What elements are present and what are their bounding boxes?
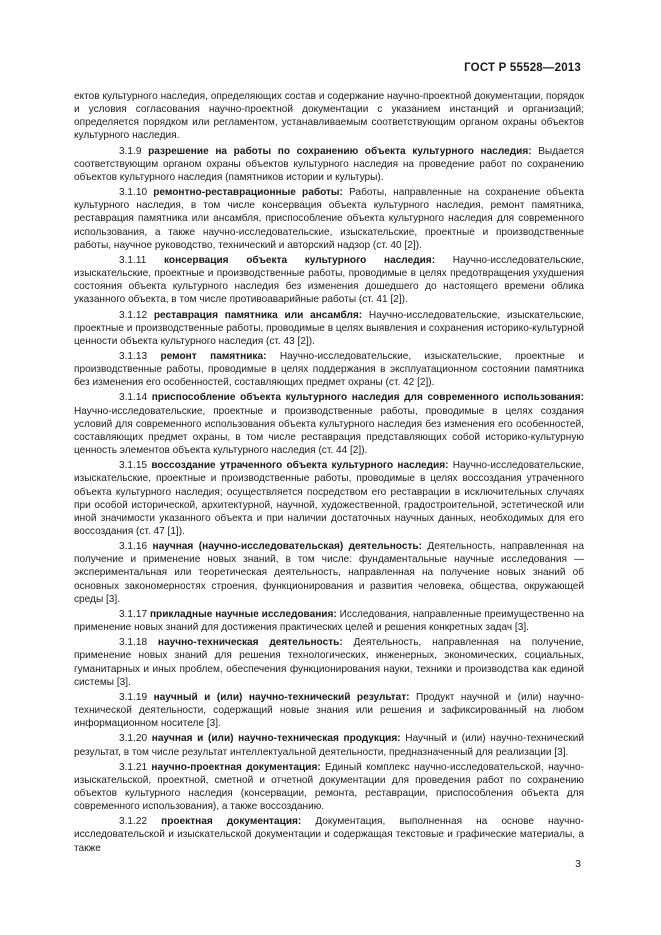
definition-3-1-20: [74, 732, 584, 758]
item-number: 3.1.13: [119, 350, 148, 362]
item-number: 3.1.9: [119, 145, 142, 157]
item-number: 3.1.14: [119, 392, 148, 404]
definition-text: Выдается соответствующим органом охраны объектов культурного наследия на проведение работ по сохранению объектов культурного наследия (памятников истории и культуры).: [74, 145, 584, 183]
item-number: 3.1.21: [119, 761, 148, 773]
item-number: 3.1.16: [119, 541, 148, 553]
definition-term: разрешение на работы по сохранению объекта культурного наследия:: [148, 145, 532, 157]
document-body: [74, 90, 584, 857]
definition-3-1-12: [74, 309, 584, 348]
definition-3-1-11: [74, 254, 584, 307]
definition-3-1-15: [74, 459, 584, 538]
page-number: 3: [575, 858, 581, 870]
definition-term: воссоздание утраченного объекта культурного наследия:: [151, 460, 449, 472]
item-number: 3.1.22: [119, 816, 148, 828]
definition-text: Научно-исследовательские, изыскательские, проектные и производственные работы, проводимые в целях поддержания в эксплуатационном состоянии памятника без изменения его особенностей, составляющих предмет охраны (ст. 42 [2]).: [74, 350, 584, 389]
definition-3-1-18: [74, 636, 584, 689]
definition-text: Исследования, направленные преимущественно на применение новых знаний для достижения практических целей и решения конкретных задач [3].: [74, 608, 584, 634]
definition-text: Документация, выполненная на основе научно-исследовательской и изыскательской документации и содержащая текстовые и графические материалы, а также: [74, 816, 584, 854]
definition-3-1-14: [74, 391, 584, 457]
definition-term: прикладные научные исследования:: [149, 608, 337, 620]
standard-header: ГОСТ Р 55528—2013: [464, 62, 581, 74]
definition-text: Научно-исследовательские, проектные и производственные работы, проводимые в целях создания условий для современного использования объекта культурного наследия без изменения его особенностей, составляющих предмет охраны, в том числе реставрация представляющих собой историко-культурную ценность элементов объекта культурного наследия (ст. 44 [2]).: [74, 405, 584, 457]
item-number: 3.1.11: [119, 254, 147, 266]
item-number: 3.1.20: [119, 733, 148, 745]
definition-3-1-9: [74, 145, 584, 184]
definition-text: Научно-исследовательские, изыскательские, проектные и производственные работы, проводимые в целях выявления и сохранения историко-культурной ценности объекта культурного наследия (ст. 43 [2]).: [74, 309, 584, 347]
item-number: 3.1.12: [119, 309, 148, 321]
definition-term: ремонтно-реставрационные работы:: [153, 187, 343, 199]
definition-term: научно-проектная документация:: [151, 761, 321, 773]
definition-3-1-17: [74, 608, 584, 634]
definition-term: научная (научно-исследовательская) деятельность:: [152, 541, 422, 553]
definition-text: Научно-исследовательские, изыскательские, проектные и производственные работы, проводимые в целях предотвращения ухудшения состояния объекта культурного наследия без изменения дошедшего до настоящего времени облика указанного объекта, в том числе противоаварийные работы (ст. 41 [2]).: [74, 254, 584, 306]
intro-paragraph: ектов культурного наследия, определяющих состав и содержание научно-проектной документации, порядок и условия согласования научно-проектной документации с указанием инстанций и организаций; определяется порядком или регламентом, устанавливаемым соответствующим органом охраны объектов культурного наследия.: [74, 91, 584, 142]
item-number: 3.1.10: [119, 187, 148, 199]
definition-term: научно-техническая деятельность:: [157, 637, 343, 649]
definition-term: ремонт памятника:: [160, 350, 267, 362]
definition-text: Работы, направленные на сохранение объекта культурного наследия, в том числе консервация объекта культурного наследия, ремонт памятника, реставрация памятника или ансамбля, приспособление объекта культурного наследия для современного использования, а также научно-исследовательские, изыскательские, проектные и производственные работы, научное руководство, технический и авторский надзор (ст. 40 [2]).: [74, 187, 584, 251]
definition-term: консервация объекта культурного наследия:: [164, 254, 436, 266]
definition-text: Деятельность, направленная на получение, применение новых знаний для решения технологических, инженерных, экономических, социальных, гуманитарных и иных проблем, обеспечения функционирования науки, техники и производства как единой системы [3].: [74, 637, 584, 688]
definition-3-1-22: [74, 815, 584, 854]
definition-term: проектная документация:: [161, 816, 302, 828]
item-number: 3.1.19: [119, 691, 148, 703]
definition-text: Научный и (или) научно-технический результат, в том числе результат интеллектуальной деятельности, предназначенный для реализации [3].: [74, 733, 584, 758]
definition-term: приспособление объекта культурного наследия для современного использования:: [151, 392, 584, 404]
item-number: 3.1.17: [119, 608, 148, 620]
item-number: 3.1.18: [119, 637, 148, 649]
definition-3-1-13: [74, 350, 584, 389]
definition-text: Деятельность, направленная на получение и применение новых знаний, в том числе: фундаментальные научные исследования — экспериментальная или теоретическая деятельность, направленная на получение новых знаний об основных закономерностях строения, функционирования и развития человека, общества, окружающей среды [3].: [74, 541, 584, 605]
definition-text: Продукт научной и (или) научно-технической деятельности, содержащий новые знания или решения и зафиксированный на любом информационном носителе [3].: [74, 691, 584, 730]
definition-3-1-10: [74, 186, 584, 252]
definition-text: Научно-исследовательские, изыскательские, проектные и производственные работы, проводимые в целях воссоздания утраченного объекта культурного наследия; осуществляется посредством его реставрации в исключительных случаях при особой исторической, архитектурной, научной, художественной, градостроительной, эстетической или иной значимости указанного объекта и при наличии достаточных научных данных, необходимых для его воссоздания (ст. 47 [1]).: [74, 460, 585, 537]
item-number: 3.1.15: [119, 460, 148, 472]
definition-3-1-21: [74, 761, 584, 814]
definition-term: научная и (или) научно-техническая продукция:: [151, 733, 401, 745]
definition-3-1-16: [74, 540, 584, 606]
definition-text: Единый комплекс научно-исследовательской, научно-изыскательской, проектной, сметной и отчетной документации для проведения работ по сохранению объектов культурного наследия (консервации, ремонта, реставрации, приспособления объекта для современного использования), а также воссозданию.: [74, 761, 584, 813]
definition-term: реставрация памятника или ансамбля:: [153, 309, 363, 321]
definition-term: научный и (или) научно-технический результат:: [153, 691, 410, 703]
definition-3-1-19: [74, 691, 584, 730]
